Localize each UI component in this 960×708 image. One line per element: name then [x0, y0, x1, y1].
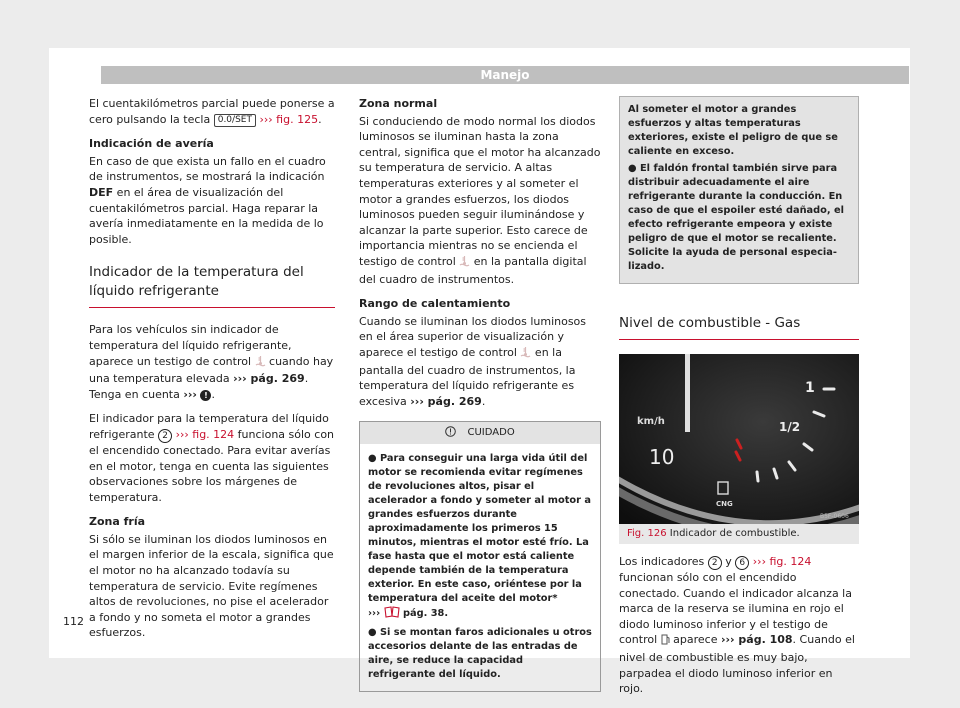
heading-normal: Zona normal	[359, 97, 438, 110]
figure-caption: Fig. 126 Indicador de combustible.	[619, 524, 859, 544]
key-label: 0.0/SET	[214, 114, 256, 127]
warning-item: ● El faldón frontal también sirve para distribuir adecuadamente el aire refrigerante durante la conducción. En caso de que el espoiler esté dañado, el efecto refrigerante empeora y existe peligro de que el motor se recaliente. Solicite la ayuda de personal especializado.	[628, 163, 845, 272]
caution-body	[360, 444, 600, 691]
fuel-gauge-figure	[619, 354, 859, 524]
gauge-label-half: 1/2	[779, 420, 801, 434]
paragraph-fria: Si sólo se iluminan los diodos luminosos en el margen inferior de la escala, significa que el motor no ha alcanzado todavía su temperatura de servicio. Evite regímenes altos de revoluciones, no pise el acelerador a fondo y no someta el motor a grandes esfuerzos.	[89, 532, 334, 640]
gauge-label-cng: CNG	[716, 500, 733, 508]
section-title-temperatura: Indicador de la temperatura del líquido refrigerante	[89, 263, 335, 308]
page-link[interactable]: ››› pág. 269	[233, 372, 305, 386]
figure-number: Fig. 126	[627, 528, 667, 539]
heading-rango: Rango de calentamiento	[359, 297, 511, 311]
caution-title: CUIDADO	[467, 427, 515, 439]
coolant-warning-icon	[459, 255, 470, 272]
paragraph-averia: En caso de que exista un fallo en el cuadro de instrumentos, se mostrará la indicación DEF en el área de visualización del cuentakilómetros parcial. Haga reparar la avería inmediatamente en la medida de lo posible.	[89, 154, 326, 246]
paragraph-combustible: Los indicadores 2 y 6 ››› fig. 124 funcionan sólo con el encendido conectado. Cuando el indicador alcanza la marca de la reserva se ilumina en rojo el diodo luminoso inferior y el testigo de control aparece ››› pág. 108. Cuando el nivel de combustible es muy bajo, parpadea el diodo luminoso inferior en rojo.	[619, 555, 855, 696]
warning-exclamation-icon: !	[200, 390, 211, 401]
page-header: Manejo	[101, 66, 909, 84]
manual-page	[49, 48, 910, 696]
book-reference-icon	[384, 606, 400, 623]
page-number: 112	[63, 615, 84, 628]
caution-item: ● Si se montan faros adicionales u otros accesorios delante de las entradas de aire, se reduce la capacidad refrigerante del líquido.	[368, 627, 592, 681]
column-left	[89, 96, 335, 650]
heading-averia: Indicación de avería	[89, 137, 214, 151]
figure-link[interactable]: ››› fig. 125	[259, 112, 319, 126]
coolant-warning-icon	[255, 355, 266, 372]
gauge-label-ten: 10	[649, 445, 675, 469]
paragraph-normal: Si conduciendo de modo normal los diodos luminosos se iluminan hasta la zona central, significa que el motor ha alcanzado su temperatura de servicio. A altas temperaturas exteriores y al someter el motor a grandes esfuerzos, los diodos luminosos pueden seguir iluminándose y alcanzar la parte superior. Esto carece de importancia mientras no se encienda el testigo de control en la pantalla digital del cuadro de instrumentos.	[359, 114, 601, 286]
caution-header	[360, 422, 600, 444]
page-link[interactable]: ››› pág. 269	[410, 394, 482, 408]
caution-box	[359, 421, 601, 692]
page-link[interactable]: pág. 38.	[402, 608, 449, 620]
info-circle-icon	[445, 424, 456, 446]
gauge-label-kmh: km/h	[637, 416, 665, 427]
page-link[interactable]: ››› pág. 108	[720, 633, 793, 647]
warning-box	[619, 96, 859, 284]
gauge-label-one: 1	[805, 380, 815, 396]
paragraph-indicador: El indicador para la temperatura del líquido refrigerante 2 ››› fig. 124 funciona sólo con el encendido conectado. Para evitar averías en el motor, tenga en cuenta las siguientes observaciones sobre los márgenes de temperatura.	[89, 412, 335, 504]
callout-number: 2	[708, 556, 722, 570]
heading-fria: Zona fría	[89, 515, 146, 529]
figure-link[interactable]: ››› fig. 124	[752, 555, 812, 568]
paragraph-reset: El cuentakilómetros parcial puede ponerse a cero pulsando la tecla 0.0/SET ››› fig. 125.	[89, 97, 335, 126]
section-title-combustible: Nivel de combustible - Gas	[619, 314, 859, 340]
column-right	[619, 96, 859, 706]
caution-item: ● Para conseguir una larga vida útil del motor se recomienda evitar regímenes de revoluciones altos, pisar el acelerador a fondo y someter al motor a grandes esfuerzos durante aproximadamente los primeros 15 minutos, mientras el motor esté frío. La fase hasta que el motor está caliente depende también de la temperatura exterior. En este caso, oriéntese por la temperatura del aceite del motor* ››› pág. 38.	[368, 452, 592, 623]
figure-code: B5F-0606	[820, 513, 849, 520]
fuel-gauge-illustration	[619, 354, 859, 524]
warning-text: Al someter el motor a grandes esfuerzos y altas temperaturas exteriores, existe el peligro de que se caliente en exceso.	[628, 104, 838, 157]
paragraph-testigo: Para los vehículos sin indicador de temperatura del líquido refrigerante, aparece un testigo de control cuando hay una temperatura elevada ››› pág. 269. Tenga en cuenta ››› ! .	[89, 323, 334, 401]
column-middle	[359, 96, 601, 692]
def-label: DEF	[89, 185, 114, 199]
callout-number: 2	[158, 429, 172, 443]
callout-number: 6	[735, 556, 749, 570]
figure-link[interactable]: ››› fig. 124	[175, 427, 235, 441]
paragraph-rango: Cuando se iluminan los diodos luminosos en el área superior de visualización y aparece el testigo de control en la pantalla del cuadro de instrumentos, la temperatura del líquido refrigerante es excesiva ››› pág. 269.	[359, 314, 587, 408]
coolant-warning-icon	[520, 346, 531, 363]
fuel-pump-icon	[661, 634, 670, 650]
